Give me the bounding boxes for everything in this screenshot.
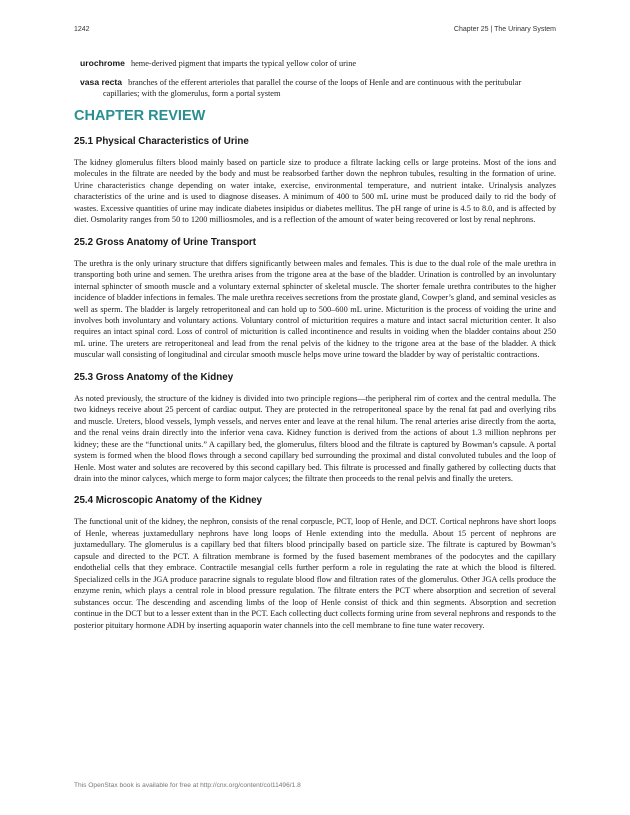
section-body: The urethra is the only urinary structure that differs significantly between males and females. This is due to the dual role of the male urethra in transporting both urine and semen. The urethra arises from the trigone area at the base of the bladder. Urination is controlled by an involuntary internal sphincter of smooth muscle and a voluntary external sphincter of skeletal muscle. The shorter female urethra contributes to the higher incidence of bladder infections in females. The male urethra receives secretions from the prostate gland, Cowper’s gland, and seminal vesicles as well as sperm. The bladder is largely retroperitoneal and can hold up to 500–600 mL urine. Micturition is the process of voiding the urine and involves both involuntary and voluntary actions. Voluntary control of micturition requires a mature and intact sacral micturition center. It also requires an intact spinal cord. Loss of control of micturition is called incontinence and results in voiding when the bladder contains about 250 mL urine. The ureters are retroperitoneal and lead from the renal pelvis of the kidney to the trigone area at the base of the bladder. A thick muscular wall consisting of longitudinal and circular smooth muscle helps move urine toward the bladder by way of peristaltic contractions. (74, 258, 556, 360)
section-body: As noted previously, the structure of the kidney is divided into two principle regions—the peripheral rim of cortex and the central medulla. The two kidneys receive about 25 percent of cardiac output. They are protected in the retroperitoneal space by the renal fat pad and overlying ribs and muscle. Ureters, blood vessels, lymph vessels, and nerves enter and leave at the renal hilum. The renal arteries arise directly from the aorta, and the renal veins drain directly into the inferior vena cava. Kidney function is derived from the actions of about 1.3 million nephrons per kidney; these are the “functional units.” A capillary bed, the glomerulus, filters blood and the filtrate is captured by Bowman’s capsule. A portal system is formed when the blood flows through a second capillary bed surrounding the proximal and distal convoluted tubules and the loop of Henle. Most water and solutes are recovered by this second capillary bed. This filtrate is processed and finally gathered by collecting ducts that drain into the minor calyces, which merge to form major calyces; the filtrate then proceeds to the renal pelvis and finally the ureters. (74, 393, 556, 483)
review-section-25-1 (74, 136, 556, 226)
glossary-entry-vasa-recta (80, 77, 556, 99)
review-section-25-4 (74, 495, 556, 631)
page-header (74, 26, 556, 38)
running-chapter-title: Chapter 25 | The Urinary System (453, 26, 556, 33)
section-title: 25.4 Microscopic Anatomy of the Kidney (74, 495, 262, 507)
review-section-25-3 (74, 372, 556, 485)
section-body: The kidney glomerulus filters blood mainly based on particle size to produce a filtrate lacking cells or large proteins. Most of the ions and molecules in the filtrate are needed by the body and must be reabsorbed farther down the nephron tubules, resulting in the formation of urine. Urine characteristics change depending on water intake, exercise, environmental temperature, and nutrient intake. Urinalysis analyzes characteristics of the urine and is used to diagnose diseases. A minimum of 400 to 500 mL urine must be produced daily to rid the body of wastes. Excessive quantities of urine may indicate diabetes insipidus or diabetes mellitus. The pH range of urine is 4.5 to 8.0, and is affected by diet. Osmolarity ranges from 50 to 1200 milliosmoles, and is a reflection of the amount of water being recovered or lost by renal nephrons. (74, 158, 556, 225)
page-footer: This OpenStax book is available for free at http://cnx.org/content/col11496/1.8 (74, 782, 301, 789)
glossary-definition: heme-derived pigment that imparts the typical yellow color of urine (130, 59, 357, 68)
glossary-term: urochrome (80, 58, 125, 68)
section-title: 25.3 Gross Anatomy of the Kidney (74, 371, 234, 383)
section-title: 25.1 Physical Characteristics of Urine (74, 136, 249, 147)
section-body: The functional unit of the kidney, the nephron, consists of the renal corpuscle, PCT, loop of Henle, and DCT. Cortical nephrons have short loops of Henle, whereas juxtamedullary nephrons have long loops of Henle extending into the medulla. About 15 percent of nephrons are juxtamedullary. The glomerulus is a capillary bed that filters blood principally based on particle size. The filtrate is captured by Bowman’s capsule and directed to the PCT. A filtration membrane is formed by the fused basement membranes of the podocytes and the capillary endothelial cells that they embrace. Contractile mesangial cells further perform a role in regulating the rate at which the blood is filtered. Specialized cells in the JGA produce paracrine signals to regulate blood flow and filtration rates of the glomerulus. Other JGA cells produce the enzyme renin, which plays a central role in blood pressure regulation. The filtrate enters the PCT where absorption and secretion of several substances occur. The descending and ascending limbs of the loop of Henle consist of thick and thin segments. Absorption and secretion continue in the DCT but to a lesser extent than in the PCT. Each collecting duct collects forming urine from several nephrons and responds to the posterior pituitary hormone ADH by inserting aquaporin water channels into the cell membrane to fine tune water recovery. (74, 517, 556, 630)
glossary-term: vasa recta (80, 77, 123, 87)
chapter-review-heading: CHAPTER REVIEW (74, 108, 206, 124)
page-number: 1242 (74, 26, 90, 33)
glossary-entry-urochrome (80, 58, 556, 69)
review-section-25-2 (74, 237, 556, 361)
page-content (74, 58, 556, 642)
section-title: 25.2 Gross Anatomy of Urine Transport (74, 236, 257, 248)
glossary-definition: branches of the efferent arterioles that parallel the course of the loops of Henle and are continuous with the peritubular capillaries; with the glomerulus, form a portal system (103, 78, 522, 98)
